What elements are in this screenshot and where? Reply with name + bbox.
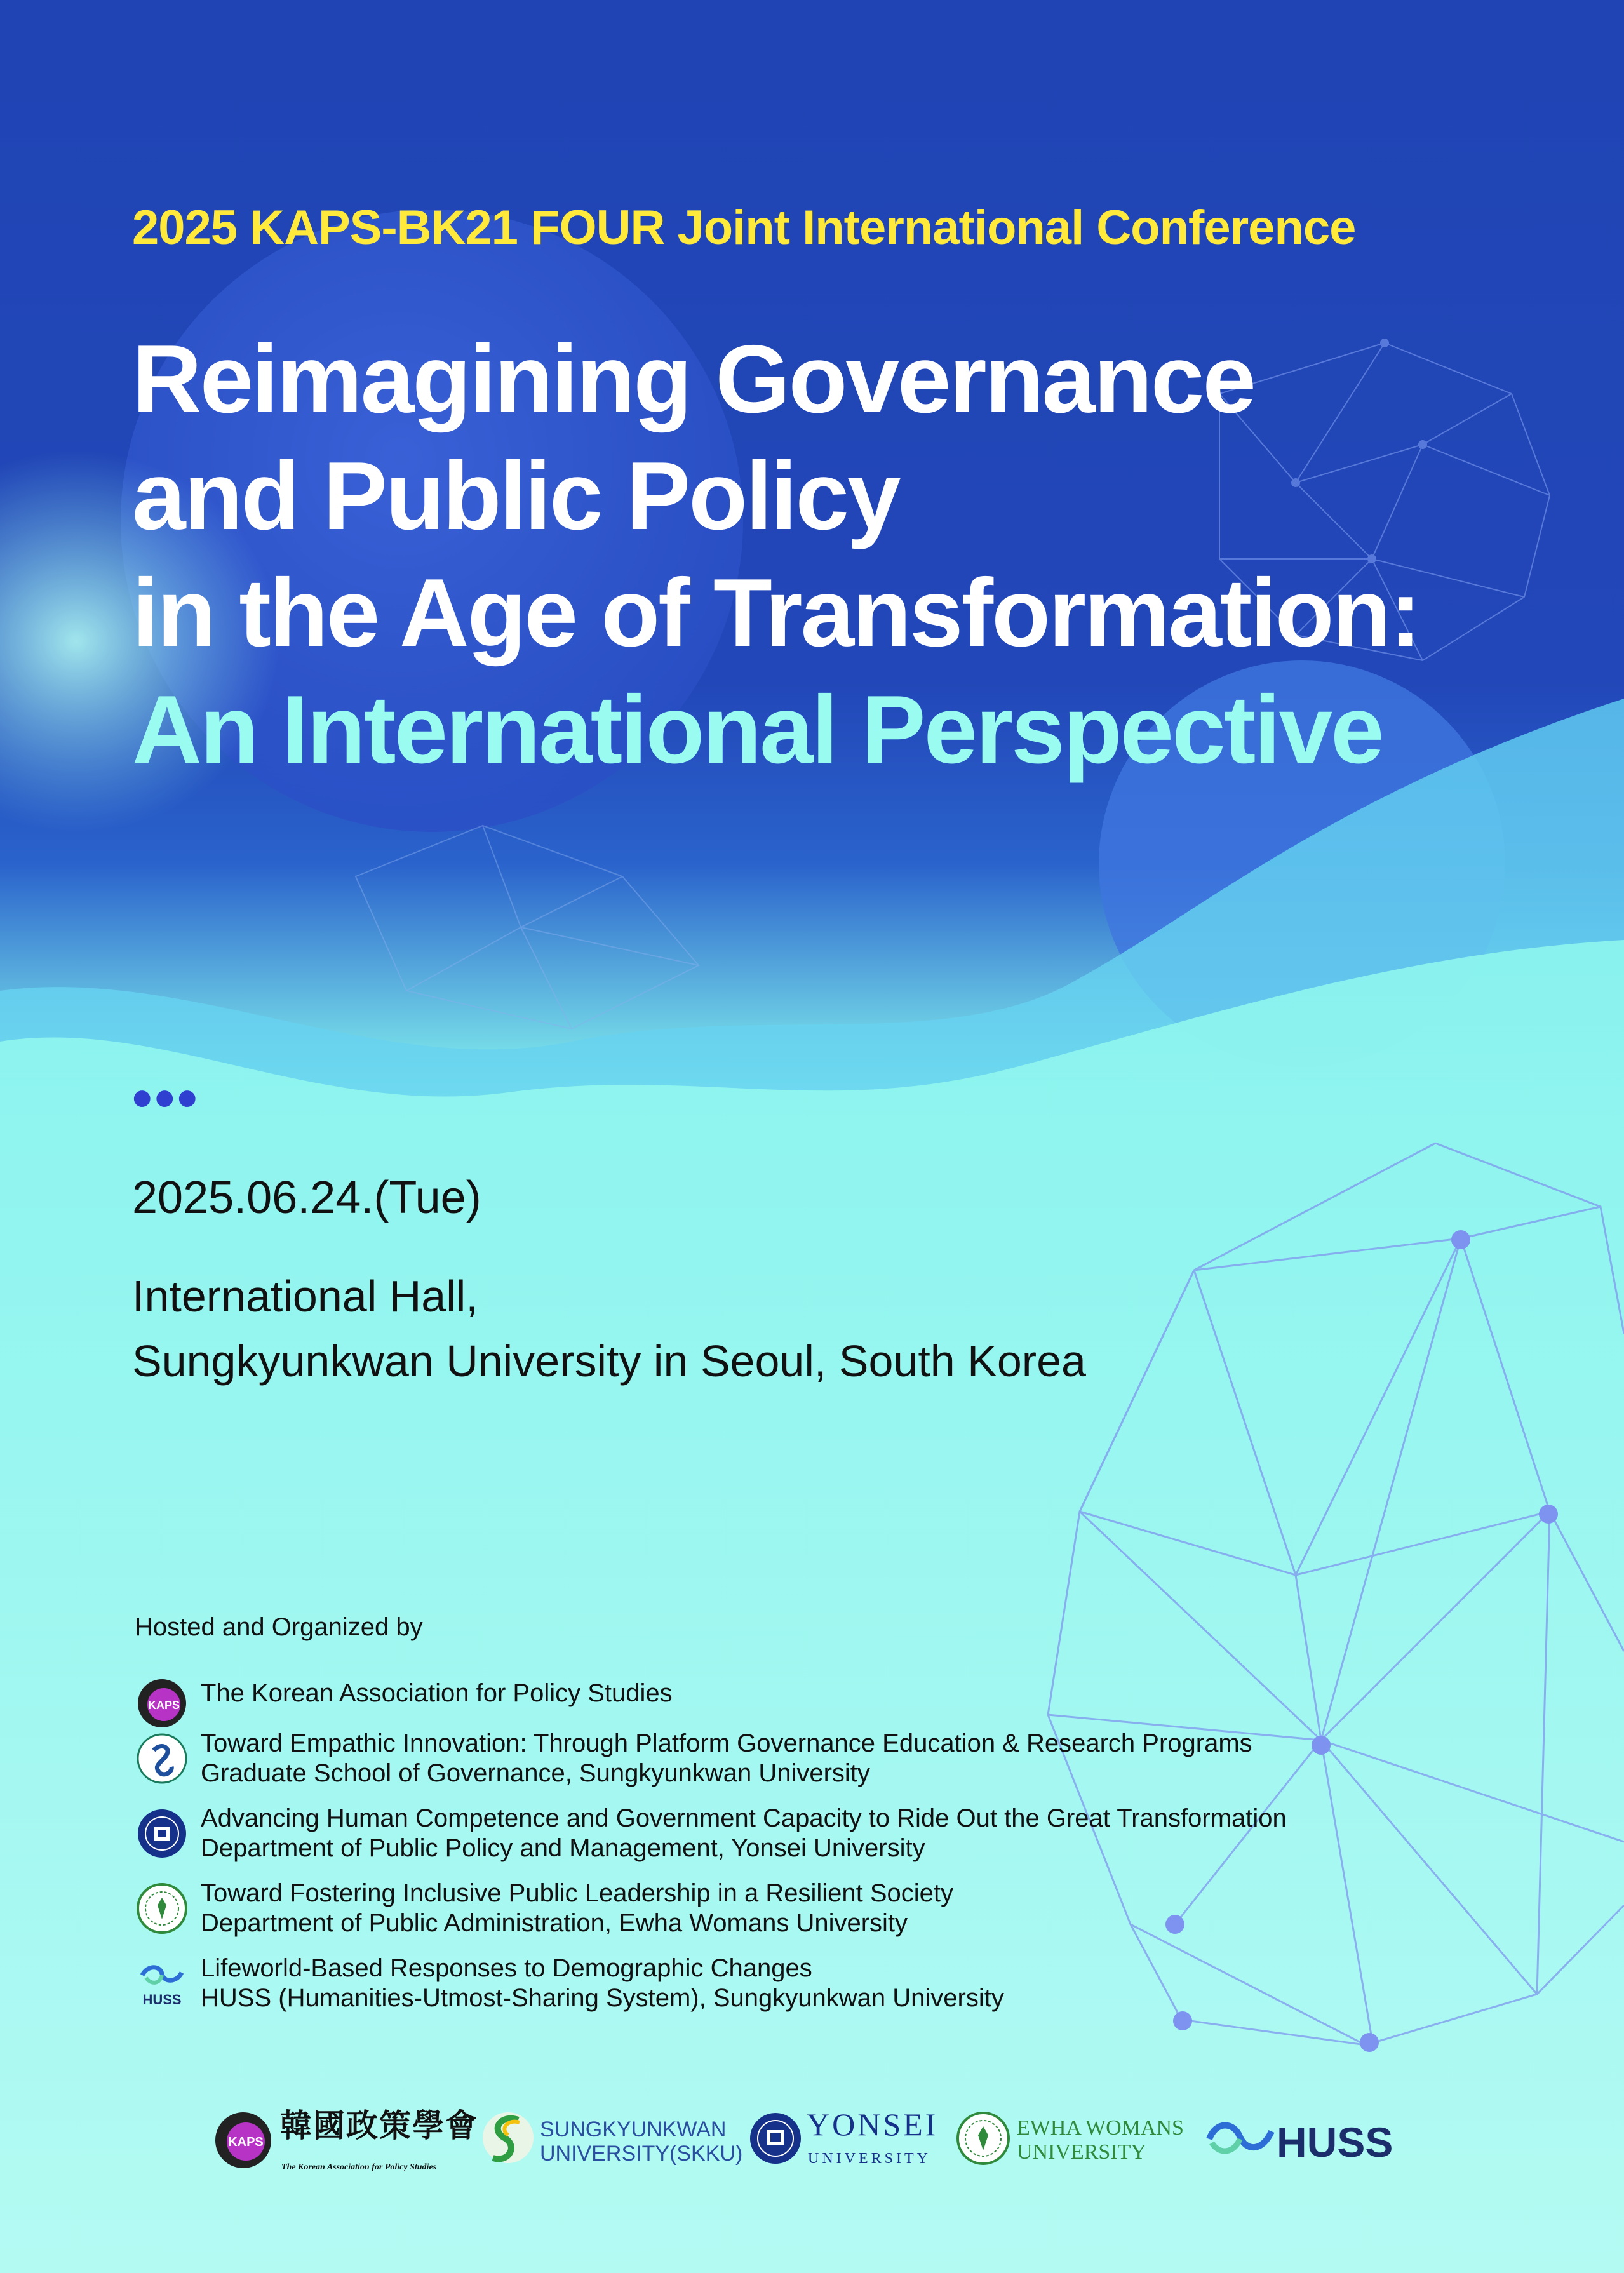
skku-line-2: UNIVERSITY(SKKU) <box>540 2142 743 2166</box>
main-title <box>132 321 1529 788</box>
organizer-line: Department of Public Policy and Management, Yonsei University <box>201 1834 925 1862</box>
network-middle <box>356 826 699 1029</box>
huss-logo-icon <box>135 1956 189 2011</box>
organizer-item <box>135 1729 1532 1792</box>
yonsei-line-1: YONSEI <box>807 2107 939 2142</box>
ewha-line-1: EWHA WOMANS <box>1017 2116 1184 2140</box>
ewha-logo-icon <box>135 1881 189 1936</box>
organizer-item <box>135 1954 1532 2017</box>
huss-footer-logo <box>1205 2096 1415 2185</box>
organizer-line: Toward Empathic Innovation: Through Platform Governance Education & Research Programs <box>201 1729 1252 1757</box>
organizer-line: Department of Public Administration, Ewha Womans University <box>201 1909 908 1937</box>
venue-line-1: International Hall, <box>132 1271 478 1321</box>
hosted-label: Hosted and Organized by <box>135 1613 423 1641</box>
conference-name: 2025 KAPS-BK21 FOUR Joint International Conference <box>132 201 1356 255</box>
yonsei-line-2: UNIVERSITY <box>808 2150 931 2167</box>
organizer-line: HUSS (Humanities-Utmost-Sharing System), Sungkyunkwan University <box>201 1984 1004 2012</box>
kaps-mark-badge: KAPS <box>228 2135 264 2149</box>
kaps-logo-badge: KAPS <box>147 1699 180 1712</box>
yonsei-footer-logo <box>748 2096 939 2185</box>
skku-footer-logo <box>481 2096 743 2185</box>
yonsei-mark-icon <box>748 2111 803 2166</box>
organizer-line: Lifeworld-Based Responses to Demographic Changes <box>201 1954 812 1982</box>
organizer-line: Advancing Human Competence and Government Capacity to Ride Out the Great Transformation <box>201 1804 1287 1832</box>
kaps-english: The Korean Association for Policy Studies <box>281 2162 437 2172</box>
kaps-footer-logo <box>213 2096 478 2185</box>
event-venue <box>132 1264 1086 1393</box>
huss-mark-icon <box>1205 2117 1275 2162</box>
skku-mark-icon <box>481 2107 535 2171</box>
venue-line-2: Sungkyunkwan University in Seoul, South Korea <box>132 1336 1086 1386</box>
organizer-item <box>135 1673 1532 1724</box>
title-line-2: and Public Policy <box>132 442 899 550</box>
yonsei-logo-icon <box>135 1806 189 1861</box>
organizer-line: The Korean Association for Policy Studies <box>201 1679 673 1707</box>
huss-logo-badge: HUSS <box>142 1992 182 2008</box>
subtitle: An International Perspective <box>132 676 1383 784</box>
kaps-hanja: 韓國政策學會 <box>280 2107 478 2144</box>
kaps-logo-icon <box>135 1676 189 1731</box>
footer-logos <box>0 2096 1624 2185</box>
title-line-1: Reimagining Governance <box>132 325 1254 433</box>
organizer-item <box>135 1879 1532 1942</box>
ewha-line-2: UNIVERSITY <box>1017 2140 1146 2164</box>
skku-logo-icon <box>135 1731 189 1786</box>
organizer-line: Toward Fostering Inclusive Public Leadership in a Resilient Society <box>201 1879 954 1907</box>
skku-line-1: SUNGKYUNKWAN <box>540 2117 727 2142</box>
event-date: 2025.06.24.(Tue) <box>132 1172 481 1223</box>
organizer-item <box>135 1804 1532 1867</box>
huss-wordmark: HUSS <box>1277 2119 1393 2166</box>
title-line-3: in the Age of Transformation: <box>132 559 1419 667</box>
ewha-footer-logo <box>956 2096 1197 2185</box>
kaps-mark-icon <box>213 2110 276 2171</box>
ewha-mark-icon <box>956 2111 1010 2166</box>
ellipsis-dots: ••• <box>132 1067 200 1130</box>
organizer-line: Graduate School of Governance, Sungkyunkwan University <box>201 1759 870 1787</box>
